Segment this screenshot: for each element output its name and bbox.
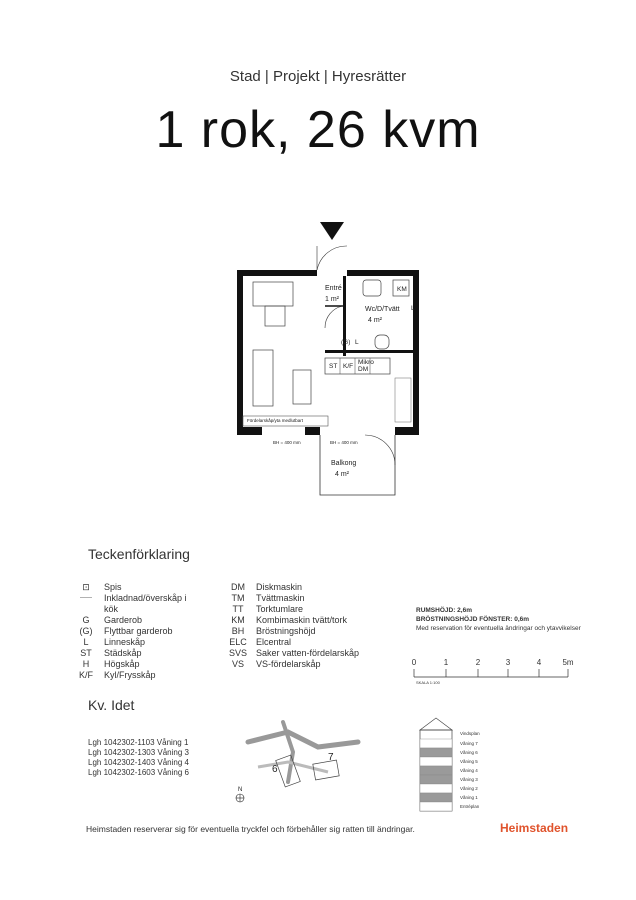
legend-row	[220, 615, 396, 626]
legend-row	[68, 659, 188, 670]
legend-text: Flyttbar garderob	[104, 626, 173, 636]
legend-right	[220, 582, 396, 670]
brand-logo: Heimstaden	[500, 821, 569, 835]
floor-label: Våning 1	[460, 795, 478, 800]
fixture-kf: K/F	[343, 363, 354, 370]
legend-text: Inkladnad/överskåp i	[104, 593, 187, 603]
fixture-mikro: Mikro	[358, 359, 374, 366]
scale-tick-label: 4	[536, 658, 542, 667]
floor-label: Våning 4	[460, 768, 478, 773]
fixture-l2: L	[411, 305, 415, 312]
legend-row	[220, 637, 396, 648]
legend-symbol: TT	[232, 604, 244, 614]
floor-label: Entréplan	[460, 804, 480, 809]
legend-row	[220, 604, 396, 615]
legend-symbol: BH	[231, 626, 245, 636]
legend-symbol: ELC	[229, 637, 247, 647]
legend-text: Elcentral	[256, 637, 292, 647]
list-item: Lgh 1042302-1403 Våning 4	[88, 758, 189, 767]
legend-symbol	[68, 604, 104, 615]
legend-symbol: VS	[231, 659, 244, 669]
floor-plan	[225, 210, 425, 500]
floor-label: Våning 5	[460, 759, 478, 764]
scale-tick-label: 5m	[562, 658, 574, 667]
legend-row	[68, 582, 188, 593]
site-plan	[228, 712, 378, 812]
room-area-balkong: 4 m²	[335, 471, 349, 478]
legend-text: Linneskåp	[104, 637, 146, 647]
legend-text: Högskåp	[104, 659, 140, 669]
floor-label: Vindsplan	[460, 731, 480, 736]
reservation-note: Med reservation för eventuella ändringar och ytavvikelser	[416, 625, 581, 632]
legend-row	[68, 593, 188, 604]
fixture-dm: DM	[358, 366, 369, 373]
legend-row	[220, 659, 396, 670]
plan-note: Fördelarskåp/yta medlutbart	[247, 418, 304, 423]
legend-text: Städskåp	[104, 648, 142, 658]
legend-symbol: (G)	[79, 626, 93, 636]
legend-text: VS-fördelarskåp	[256, 659, 321, 669]
legend-row	[68, 604, 188, 615]
legend-text: Torktumlare	[256, 604, 304, 614]
legend-text: Diskmaskin	[256, 582, 303, 592]
legend-text: Saker vatten-fördelarskåp	[256, 648, 360, 658]
floor-label: Våning 6	[460, 750, 478, 755]
legend-symbol: G	[82, 615, 90, 625]
fixture-g: (G)	[341, 339, 351, 346]
project-subtitle: Stad | Projekt | Hyresrätter	[229, 68, 407, 85]
roof-icon	[420, 718, 452, 730]
legend-text: Kombimaskin tvätt/tork	[256, 615, 348, 625]
legend-symbol: DM	[231, 582, 245, 592]
scale-note: SKALA 1:100	[416, 680, 440, 685]
ceiling-height: RUMSHÖJD: 2,6m	[416, 607, 472, 614]
legend-symbol: K/F	[78, 670, 93, 680]
legend-row	[68, 648, 188, 659]
legend-row	[68, 670, 188, 681]
room-label-balkong: Balkong	[331, 460, 357, 467]
north-label: N	[238, 787, 243, 793]
legend-symbol: TM	[231, 593, 245, 603]
legend-row	[220, 648, 396, 659]
legend-symbol: ST	[80, 648, 92, 658]
room-area-wc: 4 m²	[368, 317, 382, 324]
floor-diagram	[412, 712, 502, 814]
entrance-arrow-icon	[320, 222, 344, 240]
fixture-l1: L	[355, 339, 359, 346]
building-7-label: 7	[328, 752, 334, 763]
legend-title: Teckenförklaring	[88, 546, 190, 562]
apartment-list	[88, 738, 189, 778]
block-title: Kv. Idet	[88, 697, 135, 713]
legend-symbol: SVS	[228, 648, 247, 658]
room-label-entre: Entré	[325, 285, 342, 292]
legend-symbol: L	[83, 637, 89, 647]
fixture-km: KM	[397, 286, 407, 293]
legend-row	[68, 626, 188, 637]
scale-tick-label: 3	[505, 658, 511, 667]
legend-text: Tvättmaskin	[256, 593, 305, 603]
page-title: 1 rok, 26 kvm	[155, 101, 481, 159]
legend-symbol: KM	[231, 615, 245, 625]
legend-symbol: ------	[80, 595, 92, 601]
legend-row	[68, 615, 188, 626]
legend-text: kök	[104, 604, 119, 614]
footer-disclaimer: Heimstaden reserverar sig för eventuella tryckfel och förbehåller sig ratten till ändringar.	[86, 824, 415, 834]
building-6-label: 6	[272, 764, 278, 775]
scale-bar	[408, 655, 578, 685]
floor-label: Våning 2	[460, 786, 478, 791]
room-info	[416, 606, 581, 633]
bh-label-2: BH = 400 mm	[330, 440, 358, 445]
list-item: Lgh 1042302-1603 Våning 6	[88, 768, 189, 777]
legend-symbol: H	[82, 659, 90, 669]
legend-left	[68, 582, 188, 681]
room-label-wc: Wc/D/Tvätt	[365, 306, 400, 313]
scale-tick-label: 1	[443, 658, 449, 667]
floor-label: Våning 3	[460, 777, 478, 782]
legend-text: Spis	[104, 582, 122, 592]
scale-tick-label: 0	[411, 658, 417, 667]
legend-text: Bröstningshöjd	[256, 626, 316, 636]
window-sill-height: BRÖSTNINGSHÖJD FÖNSTER: 0,6m	[416, 616, 530, 623]
list-item: Lgh 1042302-1103 Våning 1	[88, 738, 189, 747]
legend-row	[220, 626, 396, 637]
legend-row	[220, 593, 396, 604]
legend-text: Garderob	[104, 615, 143, 625]
legend-row	[68, 637, 188, 648]
stove-icon: ⊡	[82, 582, 90, 592]
floor-label: Våning 7	[460, 741, 478, 746]
legend-text: Kyl/Frysskåp	[104, 670, 156, 680]
fixture-st: ST	[329, 363, 338, 370]
scale-tick-label: 2	[475, 658, 481, 667]
room-area-entre: 1 m²	[325, 296, 339, 303]
bh-label-1: BH = 400 mm	[273, 440, 301, 445]
legend-row	[220, 582, 396, 593]
list-item: Lgh 1042302-1303 Våning 3	[88, 748, 189, 757]
